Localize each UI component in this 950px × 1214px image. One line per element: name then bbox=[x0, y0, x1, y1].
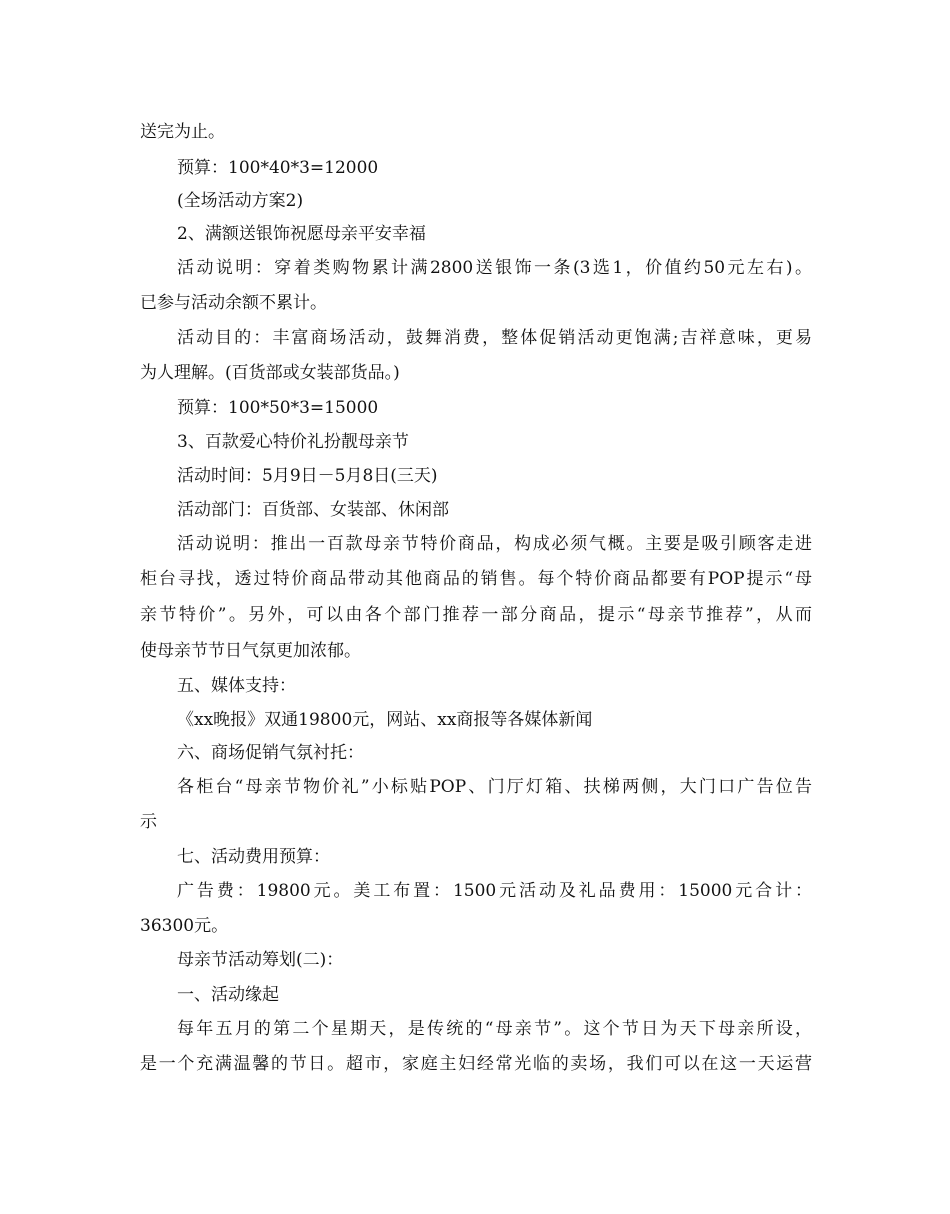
section-heading: 3、百款爱心特价礼扮靓母亲节 bbox=[177, 432, 409, 452]
section-heading: 五、媒体支持： bbox=[177, 676, 296, 696]
section-heading: 2、满额送银饰祝愿母亲平安幸福 bbox=[177, 224, 426, 244]
text-line: 已参与活动余额不累计。 bbox=[140, 293, 327, 313]
text-line: 《xx晚报》双通19800元，网站、xx商报等各媒体新闻 bbox=[177, 710, 593, 730]
text-line: 活动目的：丰富商场活动，鼓舞消费，整体促销活动更饱满;吉祥意味，更易 bbox=[177, 328, 812, 348]
text-line: 柜台寻找，透过特价商品带动其他商品的销售。每个特价商品都要有POP提示“母 bbox=[140, 569, 812, 589]
text-line: 活动时间：5月9日－5月8日(三天) bbox=[177, 466, 438, 486]
text-line: 每年五月的第二个星期天，是传统的“母亲节”。这个节日为天下母亲所设， bbox=[177, 1019, 812, 1039]
text-line: 亲节特价”。另外，可以由各个部门推荐一部分商品，提示“母亲节推荐”，从而 bbox=[140, 605, 812, 625]
section-heading: 七、活动费用预算： bbox=[177, 847, 330, 867]
text-line: 预算：100*50*3=15000 bbox=[177, 398, 379, 418]
text-line: 送完为止。 bbox=[140, 122, 225, 142]
text-line: 为人理解。(百货部或女装部货品。) bbox=[140, 363, 400, 383]
text-line: 各柜台“母亲节物价礼”小标贴POP、门厅灯箱、扶梯两侧，大门口广告位告 bbox=[177, 777, 812, 797]
section-heading: 母亲节活动筹划(二)： bbox=[177, 950, 344, 970]
section-heading: 六、商场促销气氛衬托： bbox=[177, 743, 364, 763]
text-line: 活动部门：百货部、女装部、休闲部 bbox=[177, 500, 449, 520]
text-line: (全场活动方案2) bbox=[177, 191, 304, 211]
section-heading: 一、活动缘起 bbox=[177, 985, 279, 1005]
text-line: 使母亲节节日气氛更加浓郁。 bbox=[140, 641, 361, 661]
text-line: 广告费：19800元。美工布置：1500元活动及礼品费用：15000元合计： bbox=[177, 881, 812, 901]
text-line: 36300元。 bbox=[140, 916, 229, 936]
text-line: 活动说明：穿着类购物累计满2800送银饰一条(3选1，价值约50元左右)。 bbox=[177, 258, 812, 278]
text-line: 预算：100*40*3=12000 bbox=[177, 158, 379, 178]
text-line: 是一个充满温馨的节日。超市，家庭主妇经常光临的卖场，我们可以在这一天运营 bbox=[140, 1054, 812, 1074]
text-line: 活动说明：推出一百款母亲节特价商品，构成必须气概。主要是吸引顾客走进 bbox=[177, 534, 812, 554]
text-line: 示 bbox=[140, 812, 157, 832]
